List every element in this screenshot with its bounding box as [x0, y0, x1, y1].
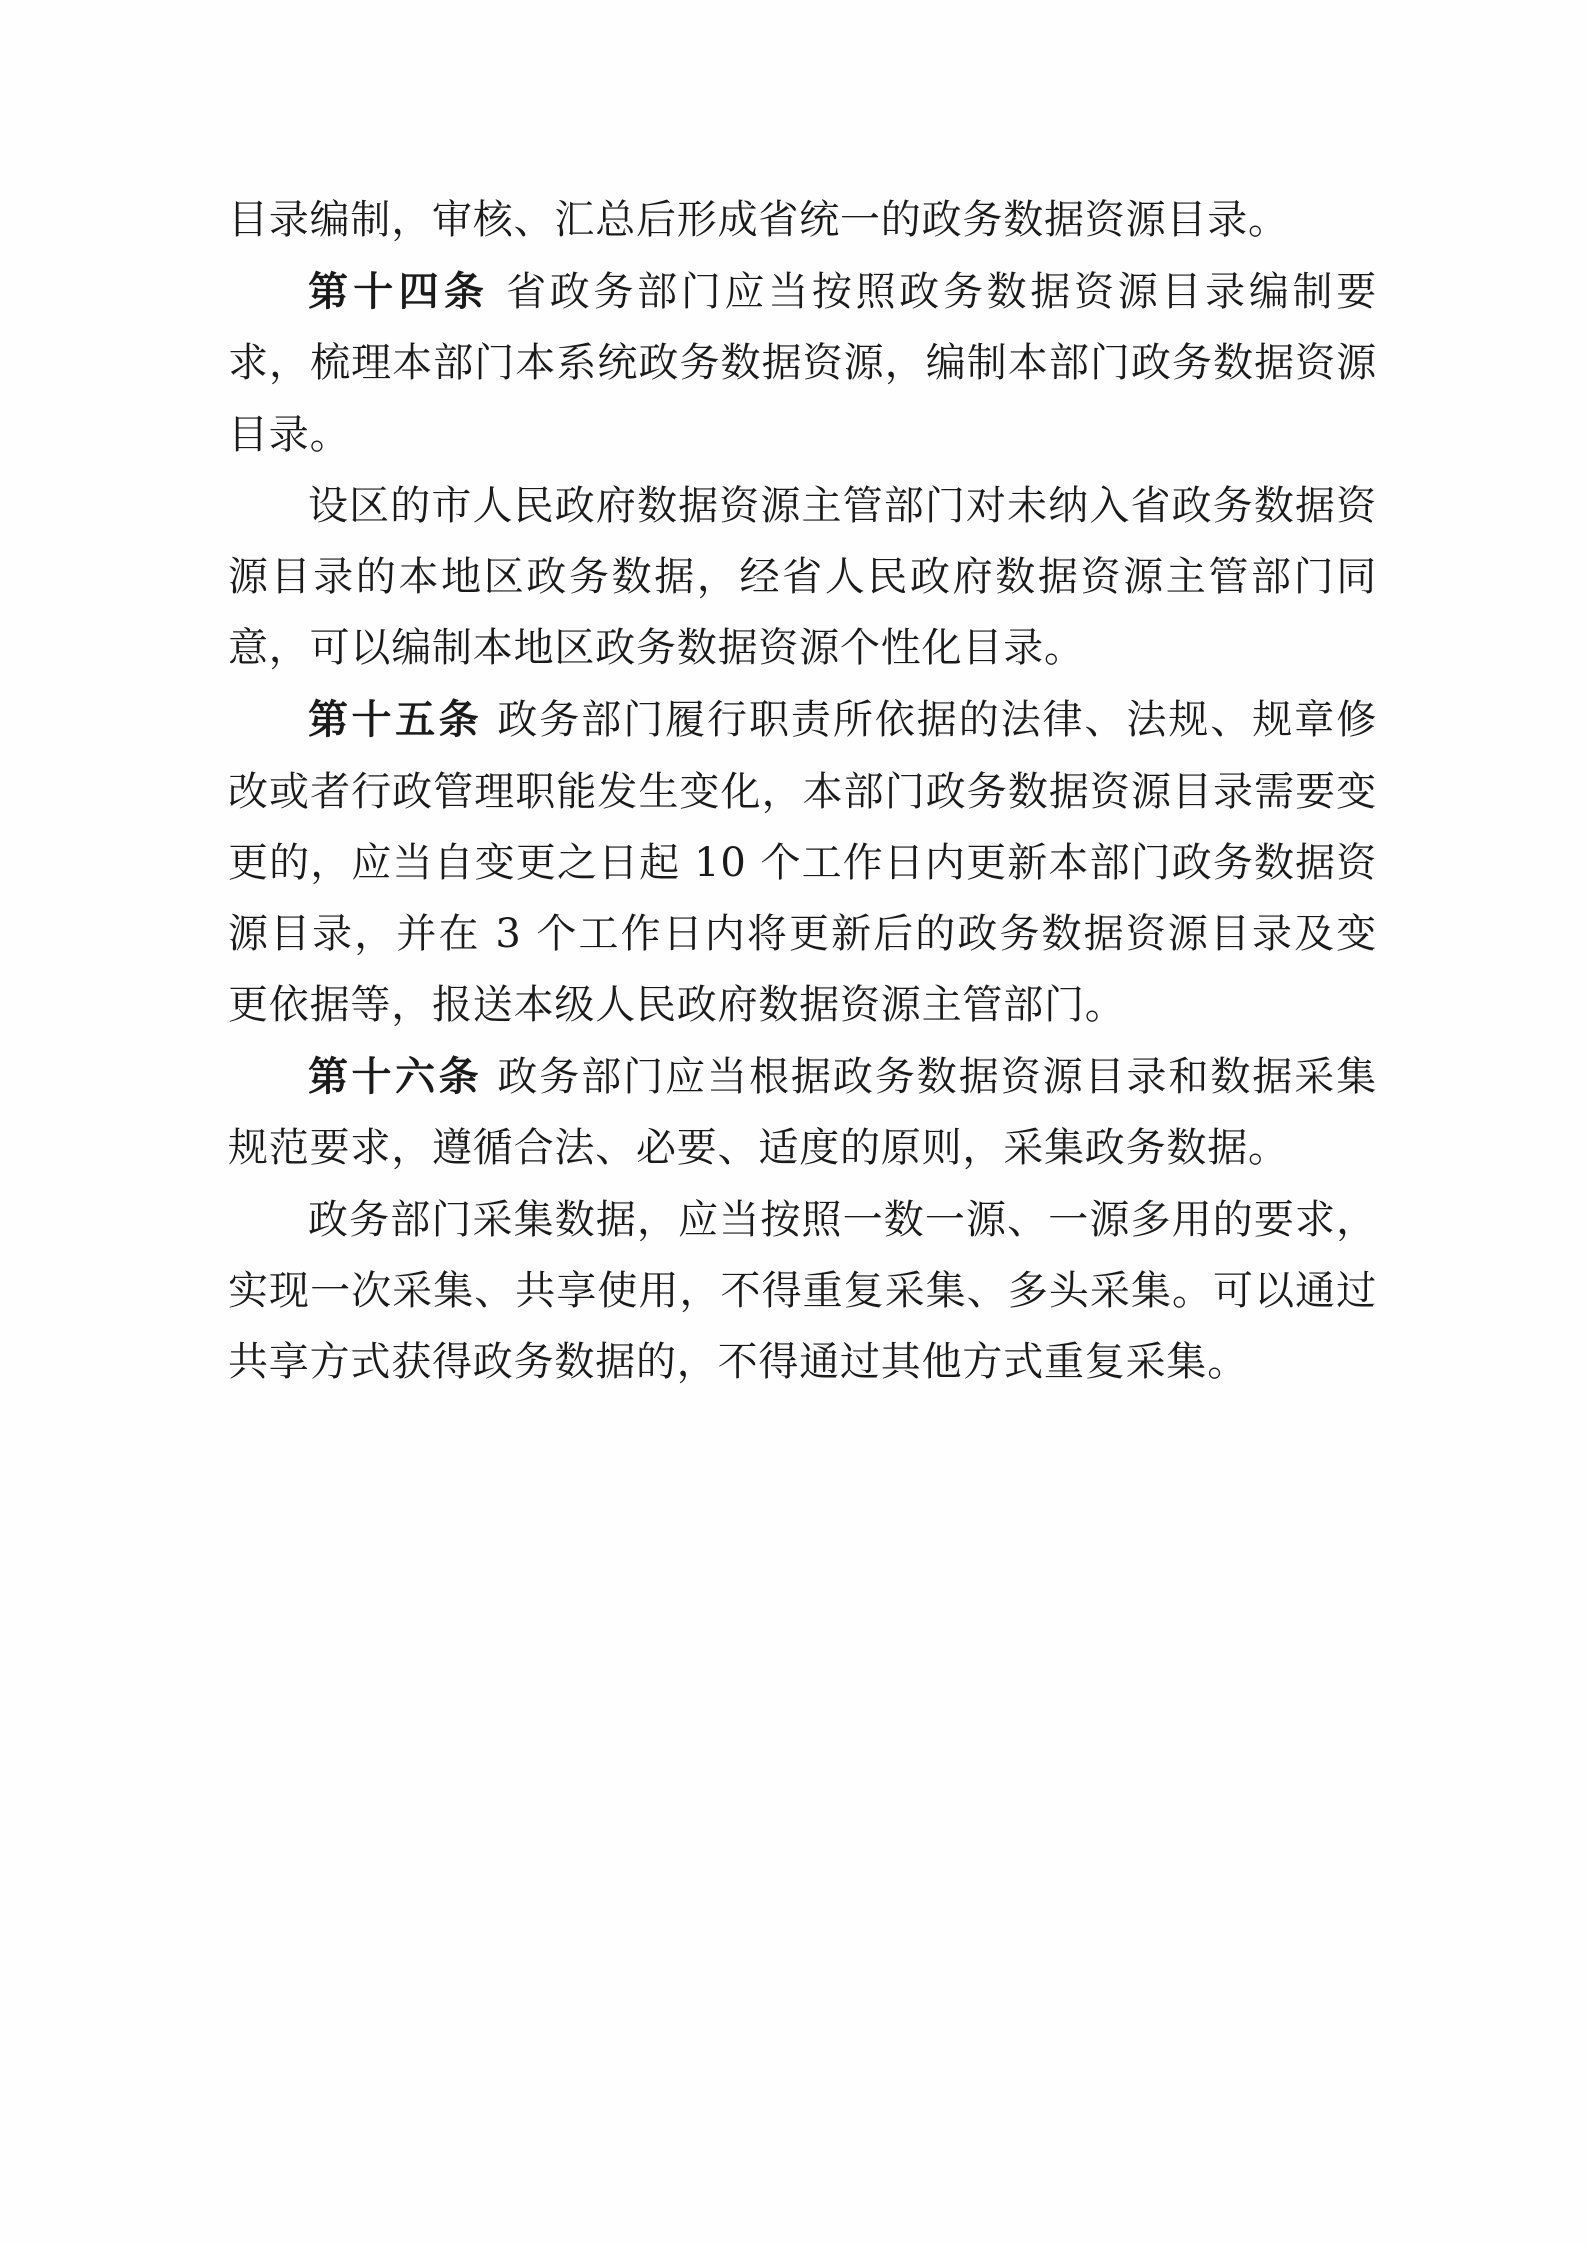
paragraph-text: 设区的市人民政府数据资源主管部门对未纳入省政务数据资源目录的本地区政务数据，经省人民政府数据资源主管部门同意，可以编制本地区政务数据资源个性化目录。	[228, 482, 1377, 672]
paragraph-text: 政务部门履行职责所依据的法律、法规、规章修改或者行政管理职能发生变化，本部门政务数据资源目录需要变更的，应当自变更之日起 10 个工作日内更新本部门政务数据资源目录，并在 3 个工作日内将更新后的政务数据资源目录及变更依据等，报送本级人民政府数据资源主管部门。	[228, 697, 1377, 1029]
paragraph-article-14	[228, 256, 1377, 471]
paragraph-text: 目录编制，审核、汇总后形成省统一的政务数据资源目录。	[228, 197, 1289, 243]
paragraph-article-14-second	[228, 471, 1377, 685]
paragraph-text: 政务部门采集数据，应当按照一数一源、一源多用的要求，实现一次采集、共享使用，不得重复采集、多头采集。可以通过共享方式获得政务数据的，不得通过其他方式重复采集。	[228, 1196, 1377, 1385]
paragraph-text: 政务部门应当根据政务数据资源目录和数据采集规范要求，遵循合法、必要、适度的原则，采集政务数据。	[228, 1054, 1377, 1172]
paragraph-continuation	[228, 185, 1377, 256]
document-body	[228, 185, 1377, 1398]
paragraph-article-15	[228, 684, 1377, 1041]
article-label: 第十四条	[308, 268, 490, 316]
paragraph-article-16	[228, 1041, 1377, 1184]
article-label: 第十六条	[308, 1053, 483, 1101]
paragraph-article-16-second	[228, 1185, 1377, 1399]
article-label: 第十五条	[308, 696, 483, 744]
paragraph-text: 省政务部门应当按照政务数据资源目录编制要求，梳理本部门本系统政务数据资源，编制本部门政务数据资源目录。	[228, 269, 1377, 458]
